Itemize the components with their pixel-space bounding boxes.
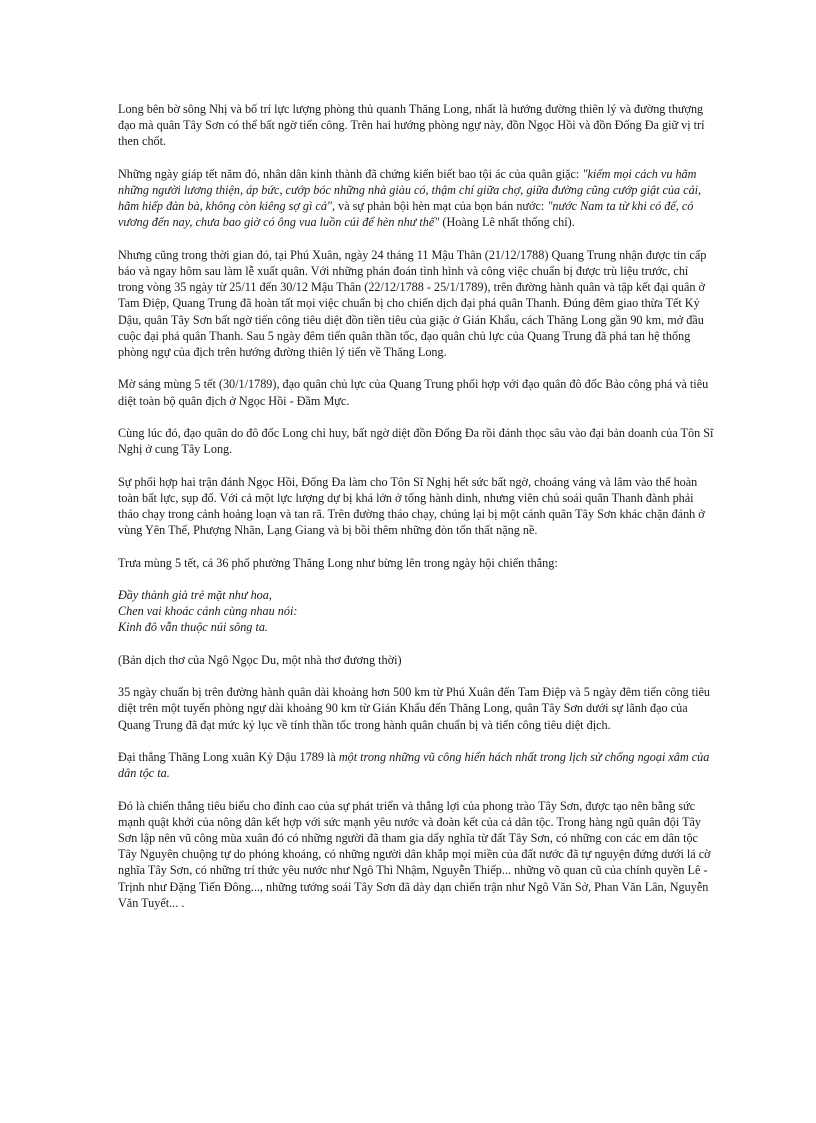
- poem: [118, 587, 716, 636]
- crimes-intro: Những ngày giáp tết năm đó, nhân dân kinh thành đã chứng kiến biết bao tội ác của quân giặc:: [118, 166, 583, 181]
- great-victory-emphasis: một trong những vũ công hiển hách nhất trong lịch sử chống ngoại xâm của dân tộc ta.: [118, 749, 710, 781]
- poem-line-2: Chen vai khoác cánh cùng nhau nói:: [118, 604, 298, 619]
- paragraph-defense: Long bên bờ sông Nhị và bố trí lực lượng phòng thủ quanh Thăng Long, nhất là hướng đường thiên lý và đường thượng đạo mà quân Tây Sơn có thể bất ngờ tiến công. Trên hai hướng phòng ngự này, đồn Ngọc Hồi và đồn Đống Đa giữ vị trí then chốt.: [118, 102, 705, 149]
- paragraph-ngoc-hoi: Mờ sáng mùng 5 tết (30/1/1789), đạo quân chủ lực của Quang Trung phối hợp với đạo quân đô đốc Bảo công phá và tiêu diệt toàn bộ quân địch ở Ngọc Hồi - Đầm Mực.: [118, 377, 709, 408]
- paragraph-record-speed: 35 ngày chuẩn bị trên đường hành quân dài khoảng hơn 500 km từ Phú Xuân đến Tam Điệp và 5 ngày đêm tiến công tiêu diệt trên một tuyến phòng ngự dài khoảng 90 km từ Gián Khẩu đến Thăng Long, quân Tây Sơn dưới sự lãnh đạo của Quang Trung đã đạt mức kỷ lục về tính thần tốc trong hành quân chuẩn bị và tiến công tiêu diệt địch.: [118, 685, 710, 732]
- paragraph-great-victory: [118, 749, 716, 781]
- poem-line-1: Đầy thành già trẻ mặt như hoa,: [118, 587, 272, 602]
- crimes-source: (Hoàng Lê nhất thống chí).: [439, 215, 575, 230]
- paragraph-campaign: Nhưng cũng trong thời gian đó, tại Phú Xuân, ngày 24 tháng 11 Mậu Thân (21/12/1788) Quang Trung nhận được tin cấp báo và ngay hôm sau làm lễ xuất quân. Với những phán đoán tình hình và công việc chuẩn bị được trù liệu trước, chỉ trong vòng 35 ngày từ 25/11 đến 30/12 Mậu Thân (22/12/1788 - 25/1/1789), trên đường hành quân và tập kết đại quân ở Tam Điệp, Quang Trung đã hoàn tất mọi việc chuẩn bị cho chiến dịch đại phá quân Thanh. Đúng đêm giao thừa Tết Kỷ Dậu, quân Tây Sơn bất ngờ tiến công tiêu diệt đồn tiền tiêu của giặc ở Gián Khẩu, cách Thăng Long gần 90 km, mở đầu cuộc đại phá quân Thanh. Sau 5 ngày đêm tiến quân thần tốc, đạo quân chủ lực của Quang Trung đã phá tan hệ thống phòng ngự của địch trên hướng đường thiên lý tiến về Thăng Long.: [118, 247, 707, 360]
- paragraph-dong-da: Cùng lúc đó, đạo quân do đô đốc Long chỉ huy, bất ngờ diệt đồn Đống Đa rồi đánh thọc sâu vào đại bản doanh của Tôn Sĩ Nghị ở cung Tây Long.: [118, 426, 714, 457]
- crimes-middle: , và sự phản bội hèn mạt của bọn bán nước:: [332, 199, 548, 214]
- great-victory-intro: Đại thắng Thăng Long xuân Kỷ Dậu 1789 là: [118, 749, 339, 764]
- poem-line-3: Kinh đô vẫn thuộc núi sông ta.: [118, 620, 268, 635]
- paragraph-poem-credit: (Bản dịch thơ của Ngô Ngọc Du, một nhà thơ đương thời): [118, 652, 402, 667]
- paragraph-coordination: Sự phối hợp hai trận đánh Ngọc Hồi, Đống Đa làm cho Tôn Sĩ Nghị hết sức bất ngờ, choáng váng và lâm vào thế hoàn toàn bất lực, sụp đổ. Với cả một lực lượng dự bị khá lớn ở tổng hành dinh, nhưng viên chủ soái quân Thanh đành phải tháo chạy trong cảnh hoảng loạn và tan rã. Trên đường tháo chạy, chúng lại bị một cánh quân Tây Sơn khác chặn đánh ở vùng Yên Thế, Phượng Nhãn, Lạng Giang và bị bồi thêm những đòn tổn thất nặng nề.: [118, 474, 705, 538]
- paragraph-summary: Đó là chiến thắng tiêu biểu cho đỉnh cao của sự phát triển và thắng lợi của phong trào Tây Sơn, được tạo nên bằng sức mạnh quật khởi của nông dân kết hợp với sức mạnh yêu nước và đoàn kết của cả dân tộc. Trong hàng ngũ quân đội Tây Sơn lập nên vũ công mùa xuân đó có những người đã tham gia dấy nghĩa từ đất Tây Sơn, có những con các em dân tộc Tây Nguyên chuộng tự do phóng khoáng, có những người dân khắp mọi miền của đất nước đã tự nguyện đứng dưới lá cờ nghĩa Tây Sơn, có những trí thức yêu nước như Ngô Thì Nhậm, Nguyễn Thiếp... những võ quan cũ của chính quyền Lê - Trịnh như Đặng Tiến Đông..., những tướng soái Tây Sơn đã dày dạn chiến trận như Ngô Văn Sở, Phan Văn Lân, Nguyễn Văn Tuyết... .: [118, 798, 711, 910]
- crimes-quote: "kiếm mọi cách vu hãm những người lương thiện, áp bức, cướp bóc những nhà giàu có, thậm chí giữa chợ, giữa đường cũng cướp giật của cải, hãm hiếp đàn bà, không còn kiêng sợ gì cả": [118, 166, 702, 214]
- traitor-quote: "nước Nam ta từ khi có đế, có vương đến nay, chưa bao giờ có ông vua luồn cúi để hèn như thế": [118, 199, 694, 230]
- paragraph-victory-noon: Trưa mùng 5 tết, cả 36 phố phường Thăng Long như bừng lên trong ngày hội chiến thắng:: [118, 555, 558, 570]
- paragraph-crimes: [118, 166, 716, 231]
